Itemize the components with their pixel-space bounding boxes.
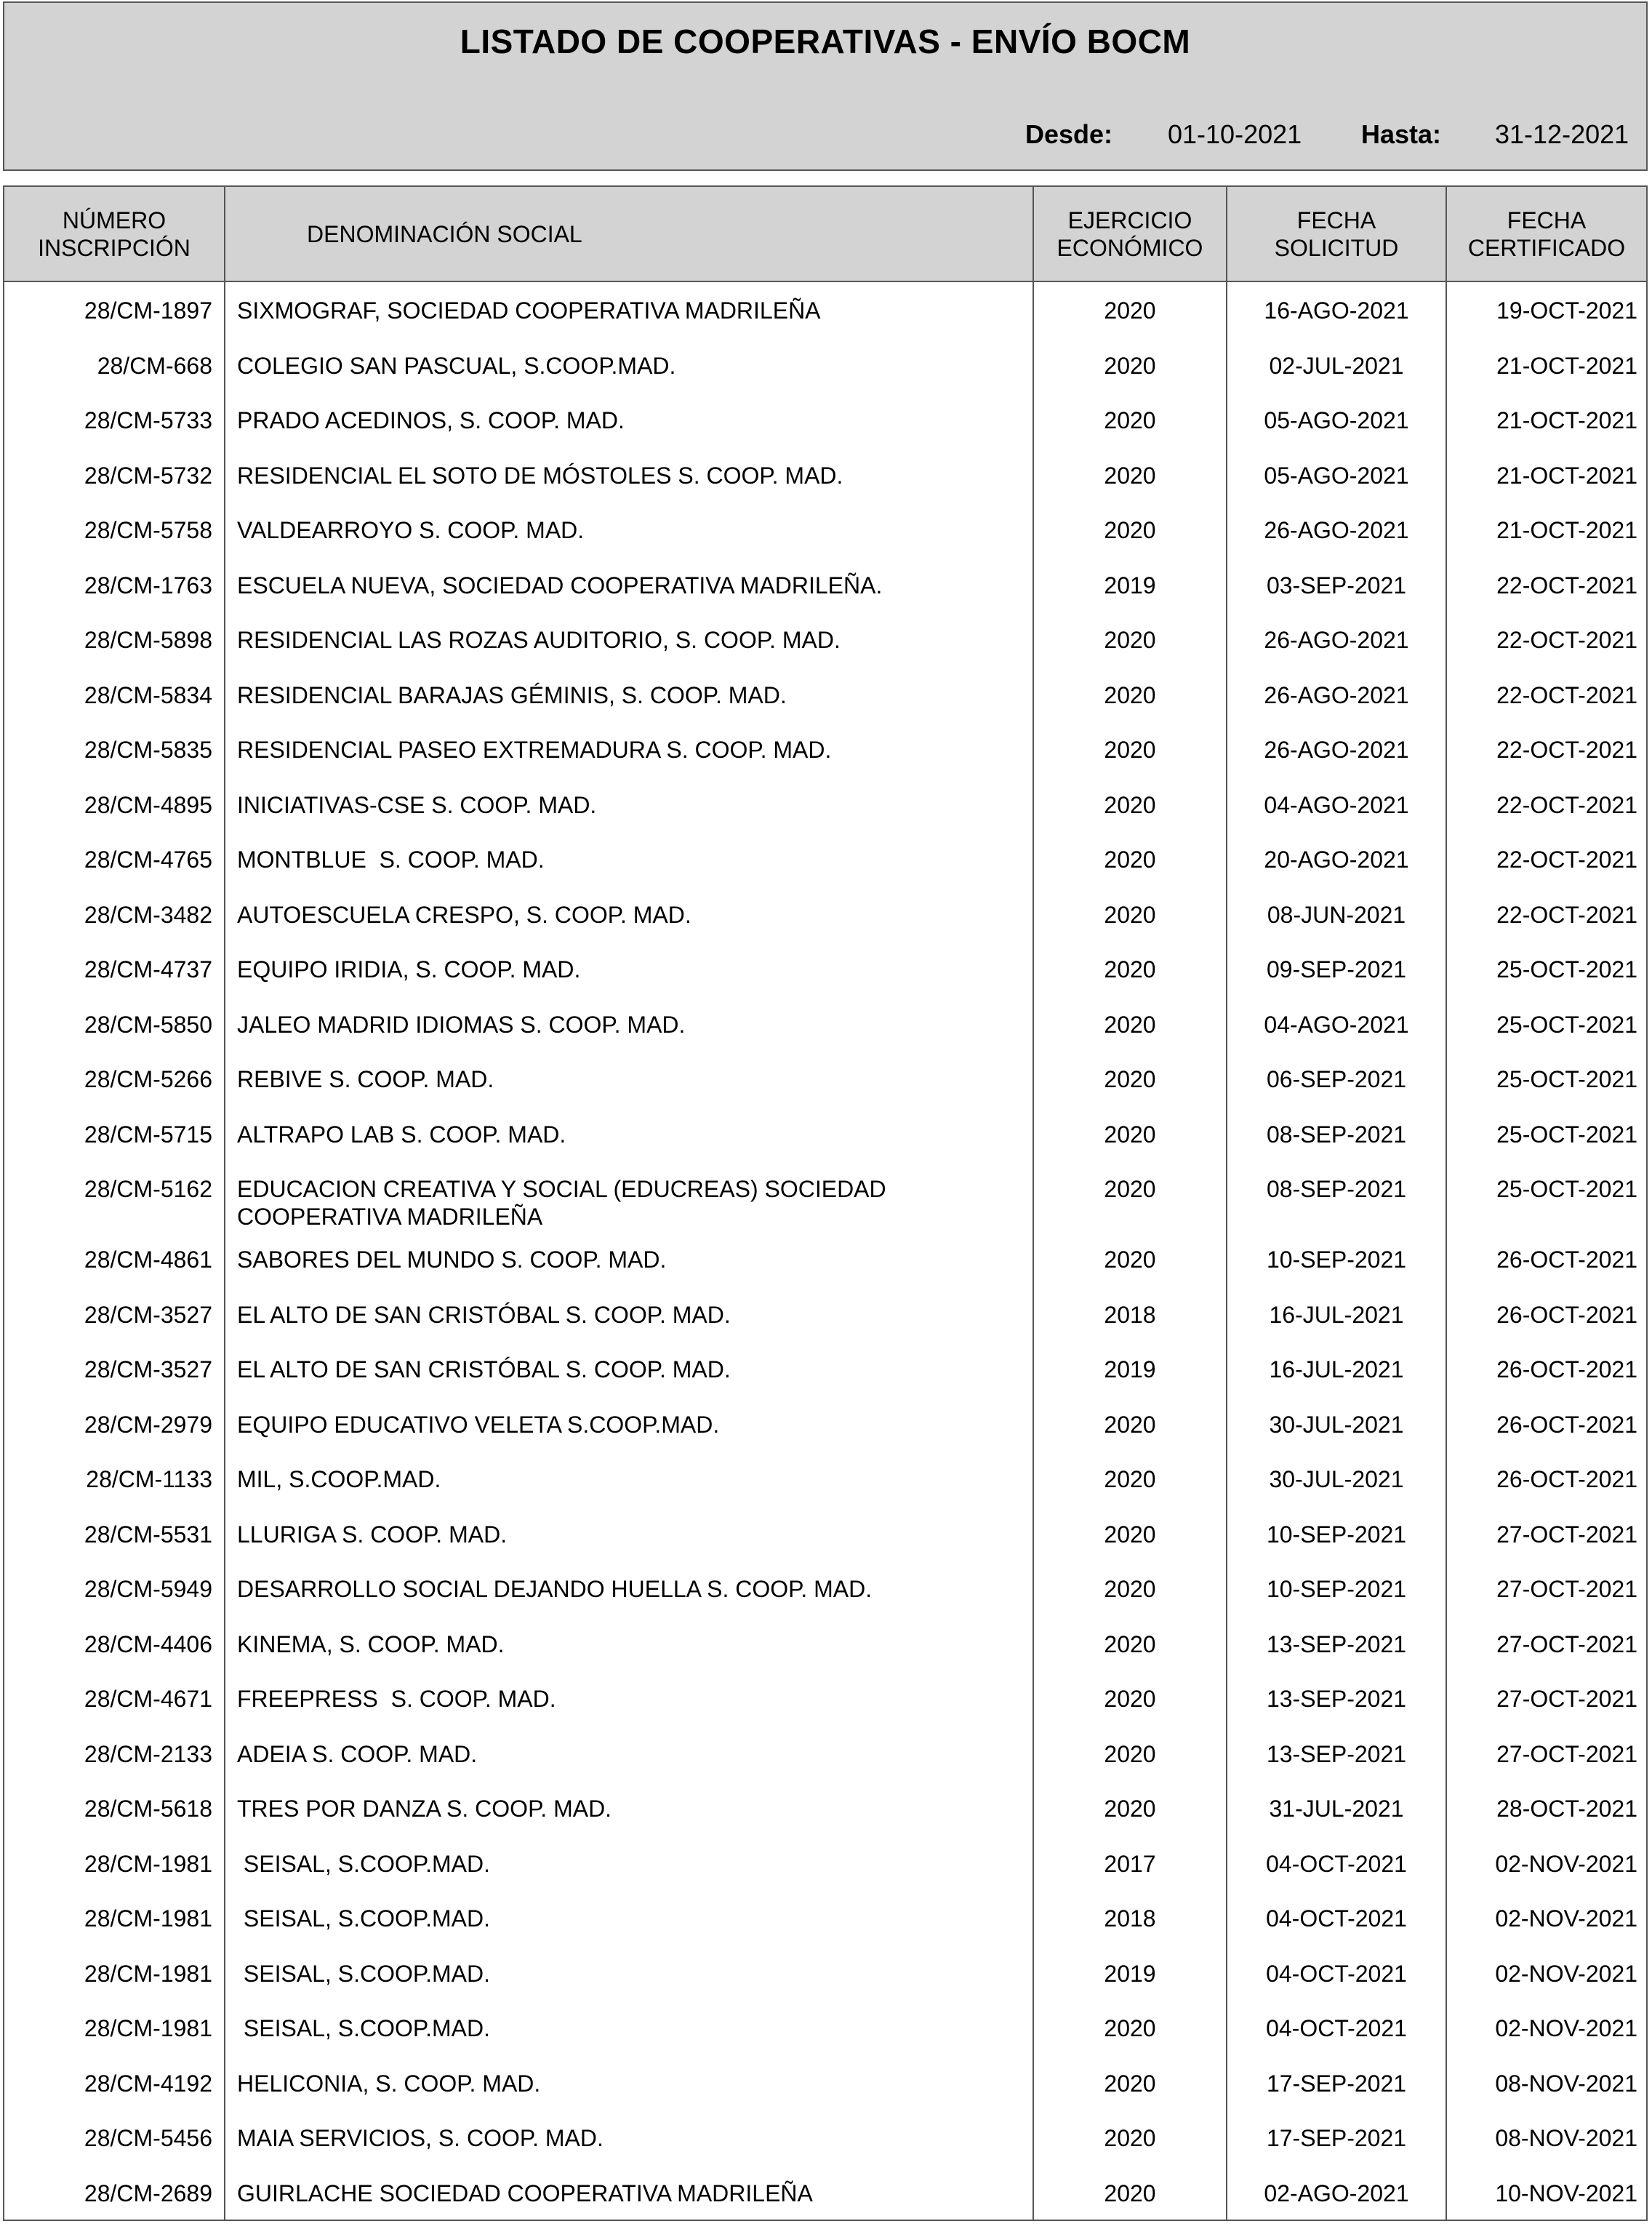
cell-numero: 28/CM-1981	[84, 2015, 212, 2041]
cell-numero: 28/CM-3482	[84, 901, 212, 928]
cell-denominacion: GUIRLACHE SOCIEDAD COOPERATIVA MADRILEÑA	[237, 2180, 813, 2206]
cell-fecha-certificado: 22-OCT-2021	[1496, 847, 1637, 873]
cell-numero: 28/CM-3527	[84, 1301, 212, 1328]
table-header	[3, 185, 1648, 282]
cell-fecha-certificado: 25-OCT-2021	[1496, 956, 1637, 983]
cell-ejercicio: 2020	[1104, 2070, 1156, 2097]
cell-fecha-solicitud: 20-AGO-2021	[1264, 847, 1409, 873]
cell-numero: 28/CM-5266	[84, 1066, 212, 1092]
cell-numero: 28/CM-1897	[84, 297, 212, 324]
cell-ejercicio: 2019	[1104, 1960, 1156, 1987]
cell-numero: 28/CM-2133	[84, 1740, 212, 1767]
cell-numero: 28/CM-1981	[84, 1905, 212, 1932]
cell-ejercicio: 2020	[1104, 1121, 1156, 1148]
cell-denominacion: RESIDENCIAL PASEO EXTREMADURA S. COOP. MAD.	[237, 737, 832, 763]
cell-denominacion: ESCUELA NUEVA, SOCIEDAD COOPERATIVA MADRILEÑA.	[237, 572, 883, 599]
cell-numero: 28/CM-5834	[84, 681, 212, 708]
cell-denominacion: MAIA SERVICIOS, S. COOP. MAD.	[237, 2125, 604, 2151]
cell-denominacion: LLURIGA S. COOP. MAD.	[237, 1521, 508, 1548]
cell-ejercicio: 2020	[1104, 1066, 1156, 1092]
cell-ejercicio: 2020	[1104, 847, 1156, 873]
cell-ejercicio: 2020	[1104, 791, 1156, 818]
cell-numero: 28/CM-5835	[84, 737, 212, 763]
cell-fecha-solicitud: 16-JUL-2021	[1269, 1356, 1404, 1382]
cell-numero: 28/CM-4895	[84, 791, 212, 818]
cell-ejercicio: 2019	[1104, 1356, 1156, 1382]
cell-denominacion: SEISAL, S.COOP.MAD.	[237, 2015, 490, 2041]
cell-numero: 28/CM-5618	[84, 1796, 212, 1822]
col-header-ejercicio: EJERCICIO ECONÓMICO	[1056, 207, 1203, 261]
cell-fecha-solicitud: 30-JUL-2021	[1269, 1411, 1404, 1438]
cell-numero: 28/CM-3527	[84, 1356, 212, 1382]
cell-denominacion: PRADO ACEDINOS, S. COOP. MAD.	[237, 407, 625, 433]
cell-fecha-solicitud: 26-AGO-2021	[1264, 517, 1409, 543]
cell-denominacion: EDUCACION CREATIVA Y SOCIAL (EDUCREAS) SOCIEDAD COOPERATIVA MADRILEÑA	[237, 1176, 893, 1230]
cell-denominacion: DESARROLLO SOCIAL DEJANDO HUELLA S. COOP. MAD.	[237, 1576, 873, 1602]
cell-ejercicio: 2018	[1104, 1905, 1156, 1932]
cell-denominacion: REBIVE S. COOP. MAD.	[237, 1066, 494, 1092]
col-header-numero: NÚMERO INSCRIPCIÓN	[38, 207, 191, 261]
cell-fecha-solicitud: 04-OCT-2021	[1266, 2015, 1407, 2041]
cell-ejercicio: 2020	[1104, 1796, 1156, 1822]
cell-fecha-solicitud: 31-JUL-2021	[1269, 1796, 1404, 1822]
cell-ejercicio: 2020	[1104, 297, 1156, 324]
cell-ejercicio: 2020	[1104, 2125, 1156, 2151]
cell-fecha-certificado: 19-OCT-2021	[1496, 297, 1637, 324]
cell-fecha-certificado: 08-NOV-2021	[1495, 2070, 1637, 2097]
cell-ejercicio: 2020	[1104, 1521, 1156, 1548]
cell-numero: 28/CM-5758	[84, 517, 212, 543]
cell-fecha-certificado: 21-OCT-2021	[1496, 407, 1637, 433]
cell-fecha-certificado: 26-OCT-2021	[1496, 1356, 1637, 1382]
cell-fecha-solicitud: 04-OCT-2021	[1266, 1905, 1407, 1932]
cell-fecha-solicitud: 13-SEP-2021	[1266, 1686, 1407, 1712]
cell-fecha-solicitud: 13-SEP-2021	[1266, 1630, 1407, 1657]
col-header-certificado: FECHA CERTIFICADO	[1467, 207, 1626, 261]
cell-denominacion: EQUIPO EDUCATIVO VELETA S.COOP.MAD.	[237, 1411, 720, 1438]
cell-fecha-solicitud: 04-OCT-2021	[1266, 1850, 1407, 1877]
cell-fecha-certificado: 27-OCT-2021	[1496, 1521, 1637, 1548]
cell-fecha-certificado: 28-OCT-2021	[1496, 1796, 1637, 1822]
cell-fecha-solicitud: 08-SEP-2021	[1266, 1121, 1407, 1148]
cell-numero: 28/CM-5732	[84, 462, 212, 489]
cell-ejercicio: 2020	[1104, 627, 1156, 653]
cell-numero: 28/CM-5162	[84, 1176, 212, 1202]
cell-fecha-solicitud: 06-SEP-2021	[1266, 1066, 1407, 1092]
cell-fecha-certificado: 27-OCT-2021	[1496, 1740, 1637, 1767]
cell-ejercicio: 2020	[1104, 1740, 1156, 1767]
cell-fecha-solicitud: 04-OCT-2021	[1266, 1960, 1407, 1987]
cell-numero: 28/CM-1763	[84, 572, 212, 599]
cell-numero: 28/CM-5850	[84, 1011, 212, 1038]
cell-fecha-certificado: 25-OCT-2021	[1496, 1066, 1637, 1092]
cell-fecha-solicitud: 08-JUN-2021	[1267, 901, 1406, 928]
cell-fecha-certificado: 27-OCT-2021	[1496, 1630, 1637, 1657]
cell-fecha-solicitud: 10-SEP-2021	[1266, 1521, 1407, 1548]
col-header-solicitud: FECHA SOLICITUD	[1274, 207, 1399, 261]
cell-ejercicio: 2020	[1104, 1576, 1156, 1602]
cell-fecha-certificado: 25-OCT-2021	[1496, 1011, 1637, 1038]
cell-ejercicio: 2017	[1104, 1850, 1156, 1877]
report-header	[3, 1, 1648, 171]
cell-ejercicio: 2020	[1104, 1630, 1156, 1657]
cell-fecha-solicitud: 04-AGO-2021	[1264, 1011, 1409, 1038]
cell-ejercicio: 2020	[1104, 1466, 1156, 1492]
cell-fecha-solicitud: 16-AGO-2021	[1264, 297, 1409, 324]
col-header-denominacion: DENOMINACIÓN SOCIAL	[307, 220, 582, 247]
cell-numero: 28/CM-5949	[84, 1576, 212, 1602]
cell-ejercicio: 2020	[1104, 956, 1156, 983]
cell-numero: 28/CM-5456	[84, 2125, 212, 2151]
cell-fecha-certificado: 22-OCT-2021	[1496, 737, 1637, 763]
cell-fecha-certificado: 10-NOV-2021	[1495, 2180, 1637, 2206]
cell-numero: 28/CM-2979	[84, 1411, 212, 1438]
cell-fecha-certificado: 27-OCT-2021	[1496, 1686, 1637, 1712]
cell-denominacion: VALDEARROYO S. COOP. MAD.	[237, 517, 585, 543]
cell-ejercicio: 2020	[1104, 517, 1156, 543]
cooperatives-table	[3, 282, 1648, 2221]
cell-numero: 28/CM-4671	[84, 1686, 212, 1712]
cell-denominacion: RESIDENCIAL EL SOTO DE MÓSTOLES S. COOP. MAD.	[237, 462, 843, 489]
cell-ejercicio: 2020	[1104, 1246, 1156, 1273]
cell-fecha-certificado: 26-OCT-2021	[1496, 1466, 1637, 1492]
cell-numero: 28/CM-5898	[84, 627, 212, 653]
cell-fecha-solicitud: 08-SEP-2021	[1266, 1176, 1407, 1202]
cell-fecha-certificado: 25-OCT-2021	[1496, 1121, 1637, 1148]
cell-fecha-certificado: 25-OCT-2021	[1496, 1176, 1637, 1202]
cell-numero: 28/CM-5715	[84, 1121, 212, 1148]
cell-fecha-certificado: 22-OCT-2021	[1496, 791, 1637, 818]
cell-ejercicio: 2018	[1104, 1301, 1156, 1328]
cell-denominacion: COLEGIO SAN PASCUAL, S.COOP.MAD.	[237, 352, 676, 379]
cell-fecha-solicitud: 13-SEP-2021	[1266, 1740, 1407, 1767]
cell-fecha-certificado: 21-OCT-2021	[1496, 462, 1637, 489]
cell-fecha-solicitud: 09-SEP-2021	[1266, 956, 1407, 983]
cell-denominacion: SEISAL, S.COOP.MAD.	[237, 1905, 490, 1932]
cell-fecha-solicitud: 10-SEP-2021	[1266, 1576, 1407, 1602]
cell-fecha-certificado: 21-OCT-2021	[1496, 352, 1637, 379]
from-date: 01-10-2021	[1168, 119, 1302, 149]
cell-ejercicio: 2020	[1104, 737, 1156, 763]
cell-denominacion: INICIATIVAS-CSE S. COOP. MAD.	[237, 791, 597, 818]
to-date: 31-12-2021	[1495, 119, 1629, 149]
cell-fecha-certificado: 26-OCT-2021	[1496, 1411, 1637, 1438]
cell-numero: 28/CM-4737	[84, 956, 212, 983]
cell-denominacion: TRES POR DANZA S. COOP. MAD.	[237, 1796, 612, 1822]
cell-fecha-solicitud: 03-SEP-2021	[1266, 572, 1407, 599]
cell-ejercicio: 2019	[1104, 572, 1156, 599]
cell-fecha-certificado: 22-OCT-2021	[1496, 572, 1637, 599]
cell-ejercicio: 2020	[1104, 1411, 1156, 1438]
cell-fecha-certificado: 22-OCT-2021	[1496, 627, 1637, 653]
cell-numero: 28/CM-4406	[84, 1630, 212, 1657]
cell-fecha-solicitud: 10-SEP-2021	[1266, 1246, 1407, 1273]
cell-denominacion: FREEPRESS S. COOP. MAD.	[237, 1686, 556, 1712]
cell-numero: 28/CM-5531	[84, 1521, 212, 1548]
cell-fecha-solicitud: 04-AGO-2021	[1264, 791, 1409, 818]
cell-numero: 28/CM-2689	[84, 2180, 212, 2206]
cell-denominacion: HELICONIA, S. COOP. MAD.	[237, 2070, 541, 2097]
cell-fecha-certificado: 02-NOV-2021	[1495, 1850, 1637, 1877]
cell-denominacion: JALEO MADRID IDIOMAS S. COOP. MAD.	[237, 1011, 686, 1038]
cell-ejercicio: 2020	[1104, 681, 1156, 708]
cell-denominacion: MONTBLUE S. COOP. MAD.	[237, 847, 545, 873]
cell-numero: 28/CM-1981	[84, 1850, 212, 1877]
cell-denominacion: AUTOESCUELA CRESPO, S. COOP. MAD.	[237, 901, 691, 928]
cell-numero: 28/CM-1981	[84, 1960, 212, 1987]
cell-ejercicio: 2020	[1104, 2015, 1156, 2041]
cell-ejercicio: 2020	[1104, 407, 1156, 433]
cell-numero: 28/CM-4861	[84, 1246, 212, 1273]
cell-denominacion: RESIDENCIAL LAS ROZAS AUDITORIO, S. COOP. MAD.	[237, 627, 841, 653]
cell-ejercicio: 2020	[1104, 1686, 1156, 1712]
cell-fecha-certificado: 02-NOV-2021	[1495, 2015, 1637, 2041]
cell-denominacion: EL ALTO DE SAN CRISTÓBAL S. COOP. MAD.	[237, 1356, 731, 1382]
cell-denominacion: EL ALTO DE SAN CRISTÓBAL S. COOP. MAD.	[237, 1301, 731, 1328]
cell-fecha-certificado: 26-OCT-2021	[1496, 1301, 1637, 1328]
cell-fecha-certificado: 26-OCT-2021	[1496, 1246, 1637, 1273]
cell-denominacion: SEISAL, S.COOP.MAD.	[237, 1850, 490, 1877]
cell-ejercicio: 2020	[1104, 901, 1156, 928]
cell-fecha-certificado: 08-NOV-2021	[1495, 2125, 1637, 2151]
cell-fecha-certificado: 21-OCT-2021	[1496, 517, 1637, 543]
cell-numero: 28/CM-1133	[86, 1466, 212, 1492]
cell-fecha-solicitud: 30-JUL-2021	[1269, 1466, 1404, 1492]
cell-fecha-solicitud: 05-AGO-2021	[1264, 407, 1409, 433]
cell-numero: 28/CM-668	[97, 352, 212, 379]
cell-numero: 28/CM-5733	[84, 407, 212, 433]
cell-fecha-solicitud: 02-AGO-2021	[1264, 2180, 1409, 2206]
cell-ejercicio: 2020	[1104, 1176, 1156, 1202]
to-label: Hasta:	[1361, 119, 1442, 149]
cell-fecha-solicitud: 26-AGO-2021	[1264, 627, 1409, 653]
cell-ejercicio: 2020	[1104, 352, 1156, 379]
cell-fecha-certificado: 02-NOV-2021	[1495, 1905, 1637, 1932]
from-label: Desde:	[1025, 119, 1113, 149]
cell-fecha-solicitud: 17-SEP-2021	[1266, 2070, 1407, 2097]
cell-denominacion: RESIDENCIAL BARAJAS GÉMINIS, S. COOP. MAD.	[237, 681, 787, 708]
cell-denominacion: SEISAL, S.COOP.MAD.	[237, 1960, 490, 1987]
cell-denominacion: SIXMOGRAF, SOCIEDAD COOPERATIVA MADRILEÑA	[237, 297, 821, 324]
cell-denominacion: EQUIPO IRIDIA, S. COOP. MAD.	[237, 956, 581, 983]
report-title: LISTADO DE COOPERATIVAS - ENVÍO BOCM	[460, 23, 1191, 60]
cell-numero: 28/CM-4765	[84, 847, 212, 873]
cell-fecha-solicitud: 05-AGO-2021	[1264, 462, 1409, 489]
cell-fecha-certificado: 27-OCT-2021	[1496, 1576, 1637, 1602]
cell-fecha-solicitud: 02-JUL-2021	[1269, 352, 1404, 379]
cell-fecha-solicitud: 17-SEP-2021	[1266, 2125, 1407, 2151]
cell-denominacion: ALTRAPO LAB S. COOP. MAD.	[237, 1121, 566, 1148]
cell-denominacion: MIL, S.COOP.MAD.	[237, 1466, 441, 1492]
cell-fecha-solicitud: 26-AGO-2021	[1264, 681, 1409, 708]
column-divider	[224, 282, 225, 2220]
cell-fecha-certificado: 02-NOV-2021	[1495, 1960, 1637, 1987]
cell-fecha-certificado: 22-OCT-2021	[1496, 901, 1637, 928]
cell-fecha-certificado: 22-OCT-2021	[1496, 681, 1637, 708]
cell-ejercicio: 2020	[1104, 1011, 1156, 1038]
cell-denominacion: SABORES DEL MUNDO S. COOP. MAD.	[237, 1246, 667, 1273]
cell-ejercicio: 2020	[1104, 462, 1156, 489]
cell-fecha-solicitud: 26-AGO-2021	[1264, 737, 1409, 763]
cell-denominacion: ADEIA S. COOP. MAD.	[237, 1740, 478, 1767]
cell-ejercicio: 2020	[1104, 2180, 1156, 2206]
cell-numero: 28/CM-4192	[84, 2070, 212, 2097]
cell-denominacion: KINEMA, S. COOP. MAD.	[237, 1630, 505, 1657]
cell-fecha-solicitud: 16-JUL-2021	[1269, 1301, 1404, 1328]
